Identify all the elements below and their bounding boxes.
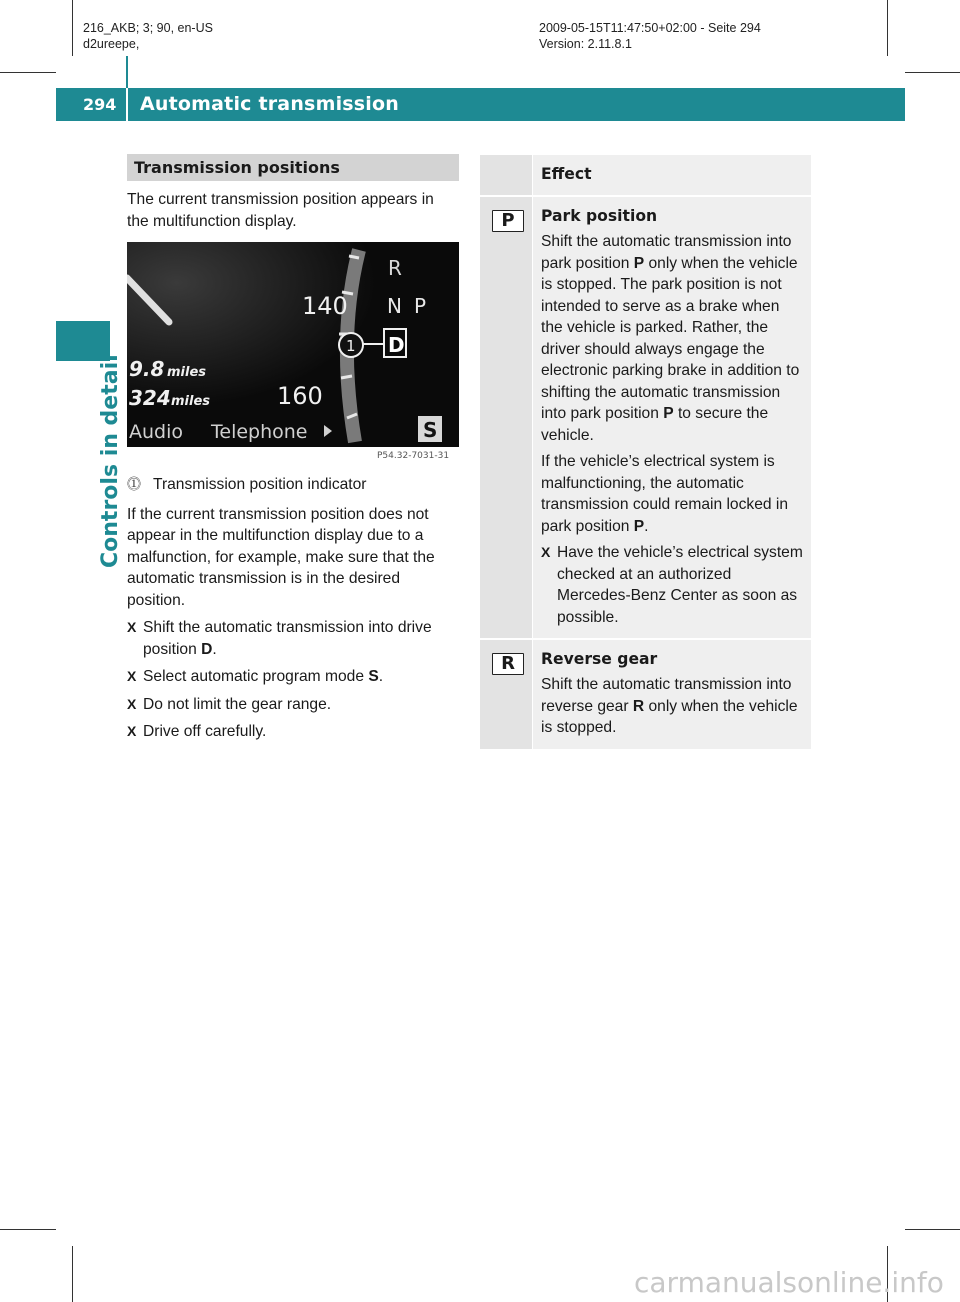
trip-value: 9.8 <box>129 357 165 381</box>
park-position-icon: P <box>492 210 524 232</box>
image-code: P54.32-7031-31 <box>377 451 450 461</box>
step-arrow-icon: X <box>127 695 137 712</box>
step-code: D <box>201 640 213 658</box>
text-part: only when the vehicle is stopped. <box>541 697 798 736</box>
reverse-gear-icon: R <box>492 653 524 675</box>
step-text: Drive off carefully. <box>143 723 267 740</box>
legend-number <box>127 474 153 496</box>
step-text: Do not limit the gear range. <box>143 695 332 713</box>
display-background <box>127 242 459 447</box>
crop-mark <box>0 1229 56 1230</box>
step-text-part: . <box>212 640 217 658</box>
step-text <box>143 617 459 660</box>
text-part: Shift the automatic transmission into park position <box>541 233 792 272</box>
step-text <box>143 666 383 688</box>
step-arrow-icon: X <box>127 668 137 684</box>
print-meta-line: 216_AKB; 3; 90, en-US <box>83 21 213 35</box>
text-part: If the vehicle’s electrical system is malfunctioning, the automatic transmission could remain locked in park position <box>541 453 789 535</box>
step-arrow-icon: X <box>127 723 137 739</box>
text-part: Shift the automatic transmission into reverse gear <box>541 676 792 715</box>
step-arrow-icon: X <box>541 544 551 560</box>
text-part: to secure the vehicle. <box>541 405 769 444</box>
section-heading: Transmission positions <box>127 154 459 181</box>
reverse-description <box>541 674 805 739</box>
step-text-part: Shift the automatic transmission into drive position <box>143 619 432 658</box>
instruction-step <box>127 721 459 743</box>
table-effect-cell <box>532 195 811 638</box>
odometer-value: 324 <box>129 386 171 410</box>
menu-audio: Audio <box>129 421 184 443</box>
table-header-row <box>480 155 811 195</box>
gear-n-label: N <box>387 294 402 318</box>
print-meta-line: Version: 2.11.8.1 <box>539 37 632 51</box>
table-header-effect-cell <box>532 155 811 195</box>
page-title: Automatic transmission <box>140 93 399 115</box>
crop-mark <box>0 72 56 73</box>
instruction-step <box>127 666 459 688</box>
table-icon-cell <box>480 638 532 749</box>
instrument-cluster-photo <box>127 242 459 462</box>
crop-mark <box>887 0 888 56</box>
sport-mode-label: S <box>423 418 438 442</box>
instrument-cluster-illustration <box>127 242 459 462</box>
instruction-step <box>541 542 805 628</box>
gear-code: P <box>633 254 645 272</box>
step-text-part: . <box>378 668 384 685</box>
legend-text: Transmission position indicator <box>153 476 367 493</box>
table-icon-cell <box>480 195 532 638</box>
print-meta-line: 2009-05-15T11:47:50+02:00 - Seite 294 <box>539 21 761 35</box>
gear-code: R <box>632 697 645 715</box>
malfunction-paragraph: If the current transmission position does not appear in the multifunction display due to a malfunction, for example, make sure that the automatic transmission is in the desired position. <box>127 505 435 609</box>
row-title: Park position <box>541 207 658 225</box>
text-part: . <box>644 517 649 535</box>
crop-mark <box>905 1229 960 1230</box>
instruction-step <box>127 694 459 716</box>
crop-mark <box>905 72 960 73</box>
gear-r-label: R <box>388 256 402 280</box>
step-code: S <box>368 668 379 685</box>
transmission-positions-table <box>480 155 811 749</box>
left-column <box>127 154 459 743</box>
print-meta-left <box>83 20 213 52</box>
gear-code: P <box>633 517 645 535</box>
print-meta-line: d2ureepe, <box>83 37 140 51</box>
park-description <box>541 231 805 446</box>
step-text: Have the vehicle’s electrical system checked at an authorized Mercedes-Benz Center as soon as possible. <box>557 544 803 626</box>
table-header-effect: Effect <box>541 165 592 183</box>
speed-label-160: 160 <box>277 382 323 410</box>
table-row <box>480 195 811 638</box>
crop-mark <box>72 1246 73 1302</box>
odometer-unit: miles <box>171 394 211 409</box>
print-meta-right <box>539 20 761 52</box>
step-arrow-icon: X <box>127 619 137 635</box>
speed-label-140: 140 <box>302 292 348 320</box>
table-effect-cell <box>532 638 811 749</box>
gear-d-label: D <box>388 333 405 357</box>
intro-paragraph: The current transmission position appears in the multifunction display. <box>127 191 434 230</box>
gear-code: P <box>663 405 674 422</box>
instruction-step <box>127 617 459 660</box>
page-number: 294 <box>83 95 117 114</box>
trip-unit: miles <box>167 365 207 380</box>
gear-p-label: P <box>414 294 427 318</box>
image-legend <box>127 474 459 496</box>
menu-telephone: Telephone <box>211 421 308 443</box>
step-text-part: Select automatic program mode <box>143 668 369 685</box>
row-title: Reverse gear <box>541 650 658 668</box>
text-part: only when the vehicle is stopped. The park position is not intended to serve as a brake when the vehicle is parked. Rather, the driver should always engage the electronic parking brake in addition to shifting the automatic transmission into park position <box>541 254 800 422</box>
crop-mark <box>72 0 73 56</box>
callout-number: 1 <box>346 337 356 355</box>
legend-number-icon: ⓵ <box>127 476 141 492</box>
park-malfunction-note <box>541 451 805 537</box>
watermark: carmanualsonline.info <box>634 1266 944 1299</box>
header-divider <box>126 88 128 121</box>
table-row <box>480 638 811 749</box>
table-header-icon-cell <box>480 155 532 195</box>
chapter-tab-label: Controls in detail <box>98 354 123 568</box>
